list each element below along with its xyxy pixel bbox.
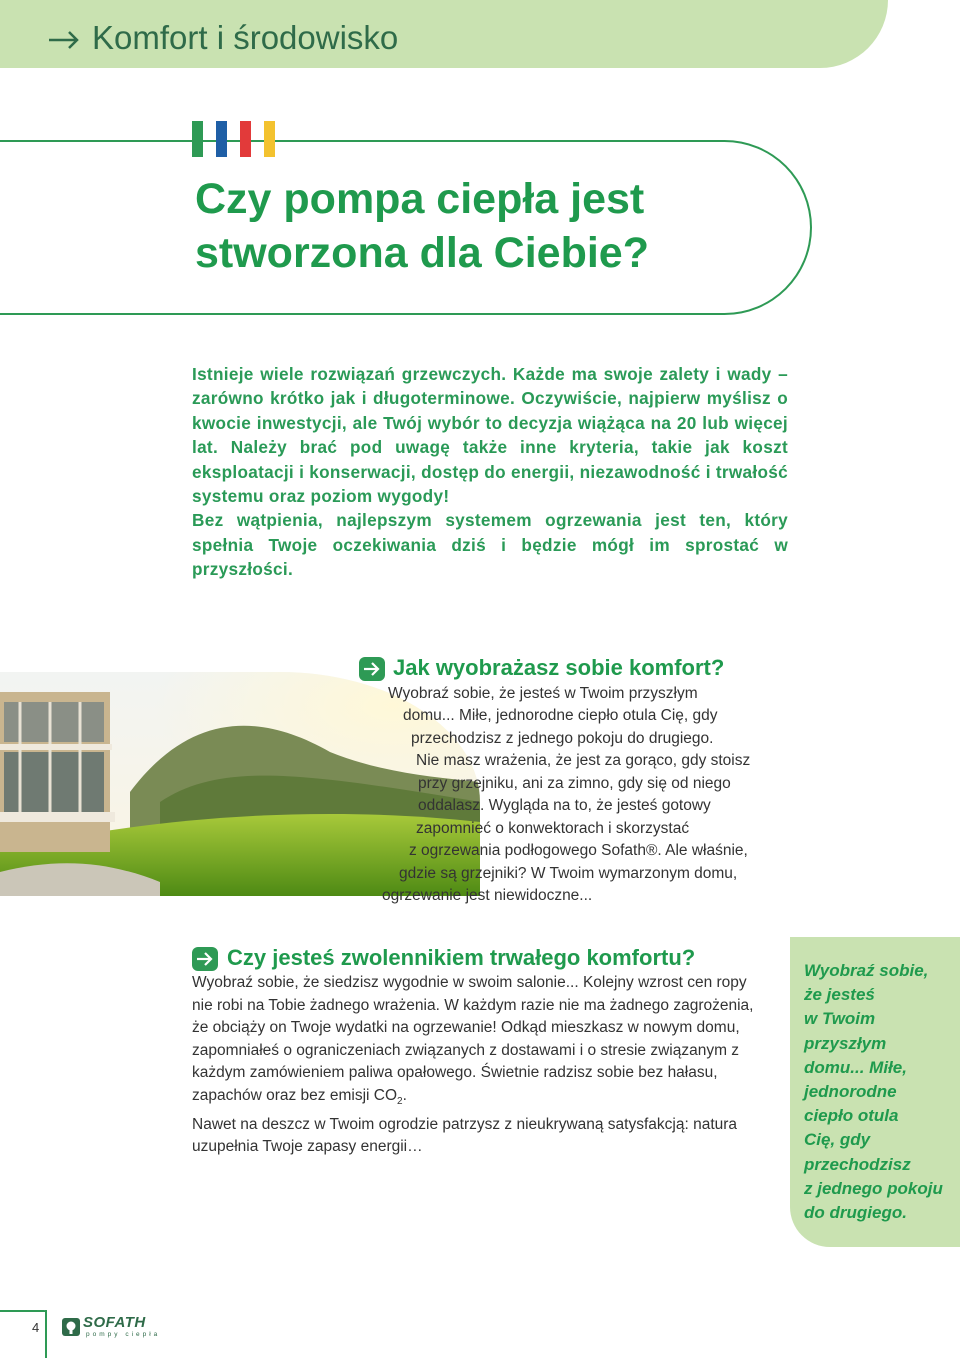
page-title-line-1: Czy pompa ciepła jest	[195, 175, 645, 223]
section-heading-comfort: Jak wyobrażasz sobie komfort?	[393, 655, 725, 680]
section1-line: ogrzewanie jest niewidoczne...	[382, 887, 593, 904]
intro-text	[192, 362, 788, 582]
arrow-right-icon	[359, 656, 385, 682]
pull-quote-text: Wyobraź sobie, że jesteś w Twoim przyszłym domu... Miłe, jednorodne ciepło otula Cię, gdy przechodzisz z jednego pokoju do drugiego.	[804, 961, 943, 1223]
logo-wordmark: SOFATH	[83, 1314, 146, 1331]
footer-divider-vertical	[45, 1310, 47, 1358]
sofath-logo-icon	[62, 1317, 80, 1337]
section1-line: domu... Miłe, jednorodne ciepło otula Cię, gdy	[403, 707, 718, 724]
page-number: 4	[32, 1320, 40, 1335]
intro-paragraph-1: Istnieje wiele rozwiązań grzewczych. Każde ma swoje zalety i wady – zarówno krótko jak i długoterminowe. Oczywiście, najpierw myślisz o kwocie inwestycji, ale Twój wybór to decyzja wiążąca na 20 lub więcej lat. Należy brać pod uwagę także inne kryteria, takie jak koszt eksploatacji i konserwacji, dostęp do energii, niezawodność i trwałość systemu oraz poziom wygody!	[192, 364, 788, 507]
section1-line: Nie masz wrażenia, że jest za gorąco, gdy stoisz	[416, 752, 751, 769]
subscript: 2	[397, 1096, 403, 1108]
section2-paragraph-1	[192, 972, 762, 1114]
intro-paragraph-2: Bez wątpienia, najlepszym systemem ogrzewania jest ten, który spełnia Twoje oczekiwania dziś i będzie mógł im sprostać w przyszłości.	[192, 510, 788, 580]
logo-tagline: pompy ciepła	[86, 1331, 161, 1338]
color-stripes-logo	[192, 121, 282, 157]
section1-line: zapomnieć o konwektorach i skorzystać	[416, 820, 690, 837]
section2-text-end: .	[402, 1086, 407, 1104]
arrow-right-icon	[192, 946, 218, 972]
section1-line: przy grzejniku, ani za zimno, gdy się od niego	[418, 775, 731, 792]
section1-line: przechodzisz z jednego pokoju do drugiego.	[411, 730, 714, 747]
section1-line: oddalasz. Wygląda na to, że jesteś gotowy	[418, 797, 711, 814]
footer-divider	[0, 1310, 46, 1312]
page-title	[195, 172, 649, 280]
arrow-right-icon	[45, 18, 85, 58]
section1-line: z ogrzewania podłogowego Sofath®. Ale właśnie,	[409, 842, 748, 859]
pull-quote-box	[790, 937, 960, 1247]
section-title: Komfort i środowisko	[92, 19, 399, 56]
page-title-line-2: stworzona dla Ciebie?	[195, 229, 649, 277]
section1-line: gdzie są grzejniki? W Twoim wymarzonym domu,	[399, 865, 738, 882]
section2-body	[192, 972, 762, 1159]
section-heading-lasting-comfort: Czy jesteś zwolennikiem trwałego komfortu?	[227, 945, 696, 970]
section1-line: Wyobraź sobie, że jesteś w Twoim przyszłym	[388, 685, 698, 702]
section2-paragraph-2: Nawet na deszcz w Twoim ogrodzie patrzysz z nieukrywaną satysfakcją: natura uzupełnia Twoje zapasy energii…	[192, 1115, 738, 1156]
section2-text: Wyobraź sobie, że siedzisz wygodnie w swoim salonie... Kolejny wzrost cen ropy nie robi na Tobie żadnego wrażenia. W każdym razie nie ma żadnego zagrożenia, że obciąży on Twoje wydatki na ogrzewanie! Odkąd mieszkasz w nowym domu, zapomniałeś o ograniczeniach związanych z dostawami i o stresie związanym z każdym zamówieniem paliwa opałowego. Świetnie radzisz sobie bez hałasu, zapachów oraz bez emisji CO	[192, 974, 754, 1104]
